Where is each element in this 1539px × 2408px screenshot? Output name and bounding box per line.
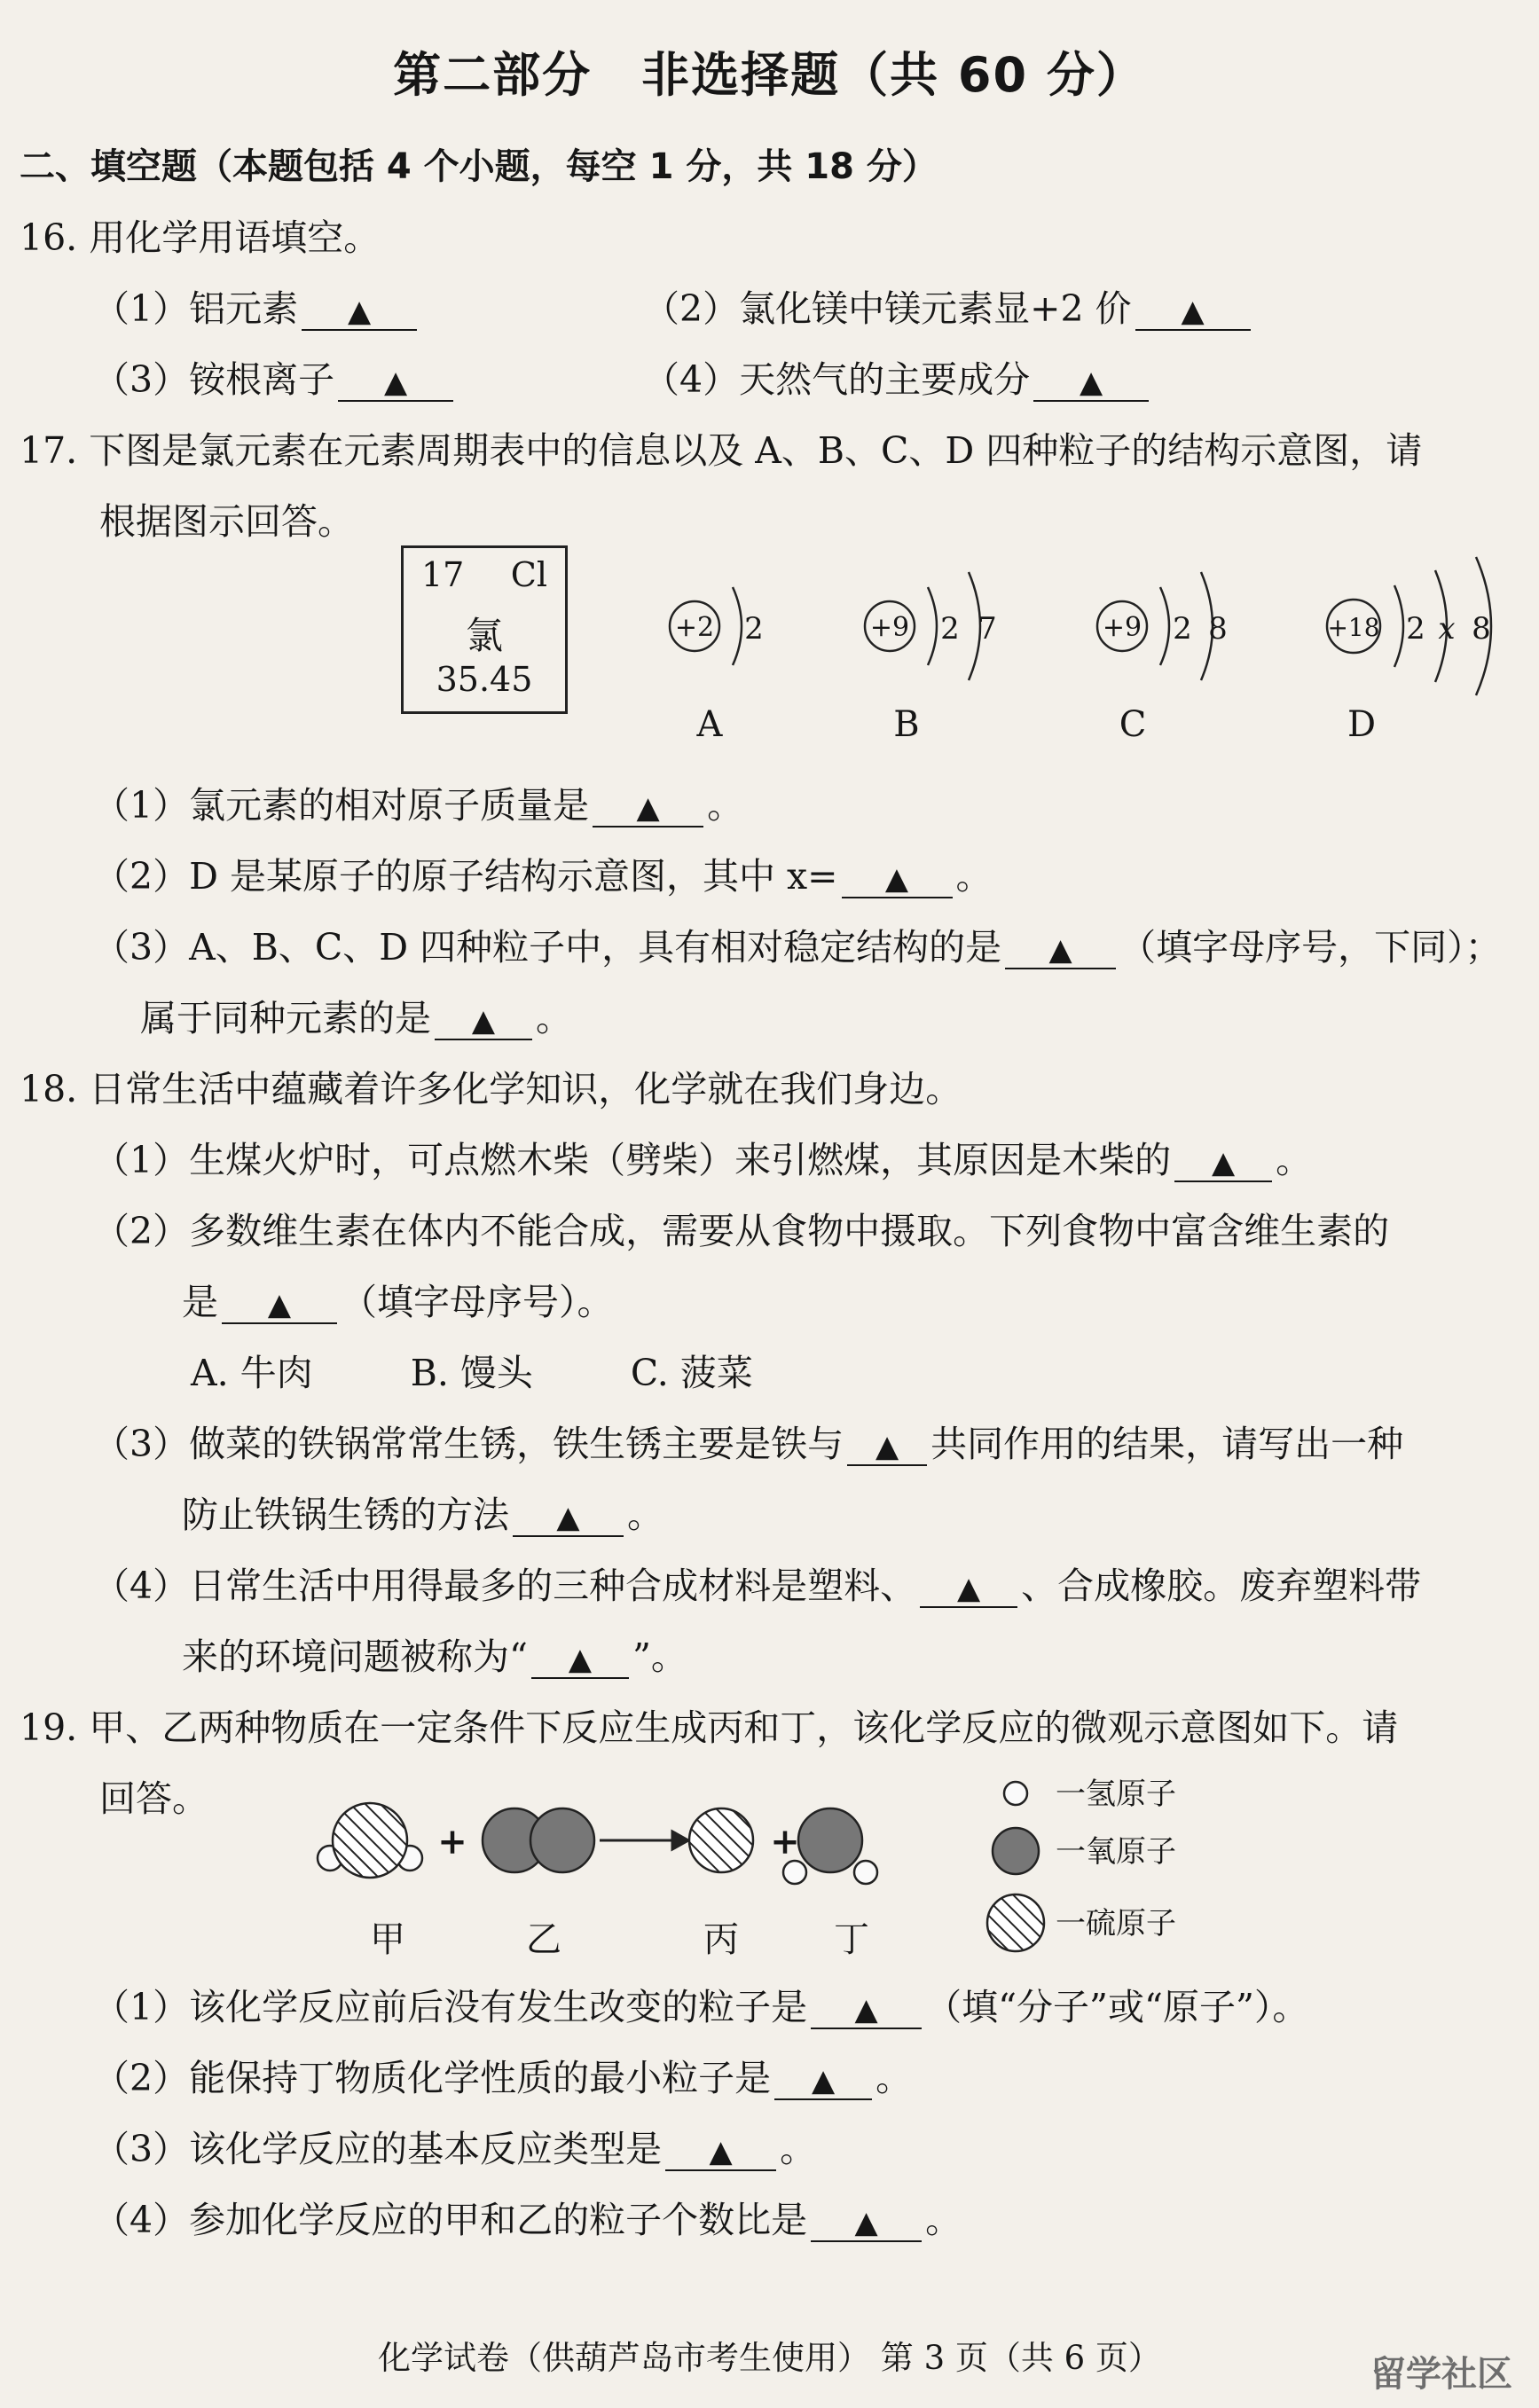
nucleus-c-charge: +9 xyxy=(1102,612,1142,643)
q18-part2-cont: 是 ▲ （填字母序号）。 xyxy=(182,1281,614,1323)
q19-part3: （3）该化学反应的基本反应类型是 ▲ 。 xyxy=(93,2128,817,2170)
shell-arc-d1 xyxy=(1394,585,1403,667)
section-heading: 二、填空题（本题包括 4 个小题，每空 1 分，共 18 分） xyxy=(20,146,938,187)
particle-label-d: D xyxy=(1347,704,1377,745)
q19-part2: （2）能保持丁物质化学性质的最小粒子是 ▲ 。 xyxy=(93,2057,913,2099)
answer-blank[interactable]: ▲ xyxy=(531,1639,629,1679)
atomic-number: 17 xyxy=(421,555,465,594)
option-c[interactable]: C. 菠菜 xyxy=(630,1352,753,1394)
option-b[interactable]: B. 馒头 xyxy=(410,1352,533,1394)
q18-part3: （3）做菜的铁锅常常生锈，铁生锈主要是铁与 ▲ 共同作用的结果，请写出一种 xyxy=(93,1423,1404,1465)
legend-oxygen-icon xyxy=(993,1828,1039,1874)
label-yi: 乙 xyxy=(526,1919,561,1960)
particle-structure-diagrams xyxy=(0,0,1539,798)
answer-blank[interactable]: ▲ xyxy=(435,1000,532,1040)
q16-part2: （2）氯化镁中镁元素显+2 价 ▲ xyxy=(643,288,1254,331)
shell-b1-count: 2 xyxy=(940,611,960,647)
particle-label-c: C xyxy=(1119,704,1147,745)
shell-arc-b1 xyxy=(928,587,937,665)
q17-part3-cont: 属于同种元素的是 ▲ 。 xyxy=(140,997,572,1039)
shell-a1-count: 2 xyxy=(744,611,764,647)
legend-sulfur-icon xyxy=(987,1894,1044,1951)
particle-label-a: A xyxy=(696,704,723,745)
option-a[interactable]: A. 牛肉 xyxy=(191,1352,313,1394)
shell-c2-count: 8 xyxy=(1208,611,1228,647)
answer-blank[interactable]: ▲ xyxy=(513,1497,624,1537)
q18-part1: （1）生煤火炉时，可点燃木柴（劈柴）来引燃煤，其原因是木柴的 ▲ 。 xyxy=(93,1139,1313,1181)
molecule-jia xyxy=(318,1803,422,1878)
molecule-yi xyxy=(483,1808,594,1872)
molecule-bing xyxy=(689,1808,753,1872)
answer-blank[interactable]: ▲ xyxy=(1005,929,1116,969)
q16-stem: 16. 用化学用语填空。 xyxy=(20,216,381,259)
plus-sign: + xyxy=(437,1821,467,1863)
shell-arc-a1 xyxy=(733,587,742,665)
legend-hydrogen-label: 一氢原子 xyxy=(1056,1777,1176,1812)
answer-blank[interactable]: ▲ xyxy=(1174,1142,1272,1182)
shell-d2-count: x xyxy=(1438,611,1456,647)
label-jia: 甲 xyxy=(370,1919,405,1960)
q17-stem-line2: 根据图示回答。 xyxy=(99,500,354,543)
answer-blank[interactable]: ▲ xyxy=(1135,291,1251,331)
q18-stem: 18. 日常生活中蕴藏着许多化学知识，化学就在我们身边。 xyxy=(20,1068,962,1110)
answer-blank[interactable]: ▲ xyxy=(847,1426,927,1466)
q17-stem-line1: 17. 下图是氯元素在元素周期表中的信息以及 A、B、C、D 四种粒子的结构示意图，请 xyxy=(20,429,1423,472)
q18-part4-cont: 来的环境问题被称为“ ▲ ”。 xyxy=(182,1635,687,1678)
answer-blank[interactable]: ▲ xyxy=(338,362,453,402)
q19-part1: （1）该化学反应前后没有发生改变的粒子是 ▲ （填“分子”或“原子”）。 xyxy=(93,1986,1309,2028)
shell-d1-count: 2 xyxy=(1406,611,1425,647)
shell-c1-count: 2 xyxy=(1173,611,1192,647)
label-bing: 丙 xyxy=(703,1919,739,1960)
particle-label-b: B xyxy=(893,704,920,745)
plus-sign: + xyxy=(770,1821,800,1863)
answer-blank[interactable]: ▲ xyxy=(811,2202,922,2242)
reaction-arrow xyxy=(600,1831,688,1849)
reaction-micro-diagram xyxy=(0,1756,1539,1978)
atomic-mass: 35.45 xyxy=(436,660,533,699)
answer-blank[interactable]: ▲ xyxy=(222,1284,337,1324)
title-subtitle: 非选择题（共 60 分） xyxy=(641,47,1146,103)
q17-part3: （3）A、B、C、D 四种粒子中，具有相对稳定结构的是 ▲ （填字母序号，下同）； xyxy=(93,926,1502,969)
q16-part4: （4）天然气的主要成分 ▲ xyxy=(643,359,1152,402)
answer-blank[interactable]: ▲ xyxy=(1033,362,1149,402)
watermark-logo: 留学社区 xyxy=(1370,2354,1512,2395)
element-name: 氯 xyxy=(465,614,503,657)
nucleus-a-charge: +2 xyxy=(674,612,715,643)
label-ding: 丁 xyxy=(834,1919,869,1960)
nucleus-d-charge: +18 xyxy=(1327,613,1380,642)
q16-part3: （3）铵根离子 ▲ xyxy=(93,359,457,402)
shell-d3-count: 8 xyxy=(1472,611,1491,647)
answer-blank[interactable]: ▲ xyxy=(302,291,417,331)
q19-stem-line2: 回答。 xyxy=(99,1777,208,1820)
answer-blank[interactable]: ▲ xyxy=(665,2131,776,2171)
q19-stem-line1: 19. 甲、乙两种物质在一定条件下反应生成丙和丁，该化学反应的微观示意图如下。请 xyxy=(20,1706,1399,1749)
q18-part3-cont: 防止铁锅生锈的方法 ▲ 。 xyxy=(182,1494,663,1536)
nucleus-b-charge: +9 xyxy=(869,612,910,643)
q17-part2: （2）D 是某原子的原子结构示意图，其中 x= ▲ 。 xyxy=(93,855,993,898)
shell-arc-c1 xyxy=(1160,587,1169,665)
q17-part1: （1）氯元素的相对原子质量是 ▲ 。 xyxy=(93,784,744,827)
answer-blank[interactable]: ▲ xyxy=(842,859,953,898)
q16-part1: （1）铝元素 ▲ xyxy=(93,288,420,331)
legend-hydrogen-icon xyxy=(1004,1782,1027,1805)
answer-blank[interactable]: ▲ xyxy=(593,788,703,828)
title-part: 第二部分 xyxy=(393,47,593,103)
page-footer: 化学试卷（供葫芦岛市考生使用） 第 3 页（共 6 页） xyxy=(378,2339,1161,2377)
legend-oxygen-label: 一氧原子 xyxy=(1056,1834,1176,1870)
q18-options xyxy=(191,1353,851,1394)
q19-part4: （4）参加化学反应的甲和乙的粒子个数比是 ▲ 。 xyxy=(93,2199,962,2241)
q18-part4: （4）日常生活中用得最多的三种合成材料是塑料、 ▲ 、合成橡胶。废弃塑料带 xyxy=(93,1565,1422,1607)
shell-b2-count: 7 xyxy=(978,611,997,647)
legend-sulfur-label: 一硫原子 xyxy=(1056,1906,1176,1941)
q18-part2: （2）多数维生素在体内不能合成，需要从食物中摄取。下列食物中富含维生素的 xyxy=(93,1210,1390,1252)
element-symbol: Cl xyxy=(510,555,547,594)
answer-blank[interactable]: ▲ xyxy=(811,1989,922,2029)
answer-blank[interactable]: ▲ xyxy=(774,2060,872,2100)
answer-blank[interactable]: ▲ xyxy=(920,1568,1017,1608)
